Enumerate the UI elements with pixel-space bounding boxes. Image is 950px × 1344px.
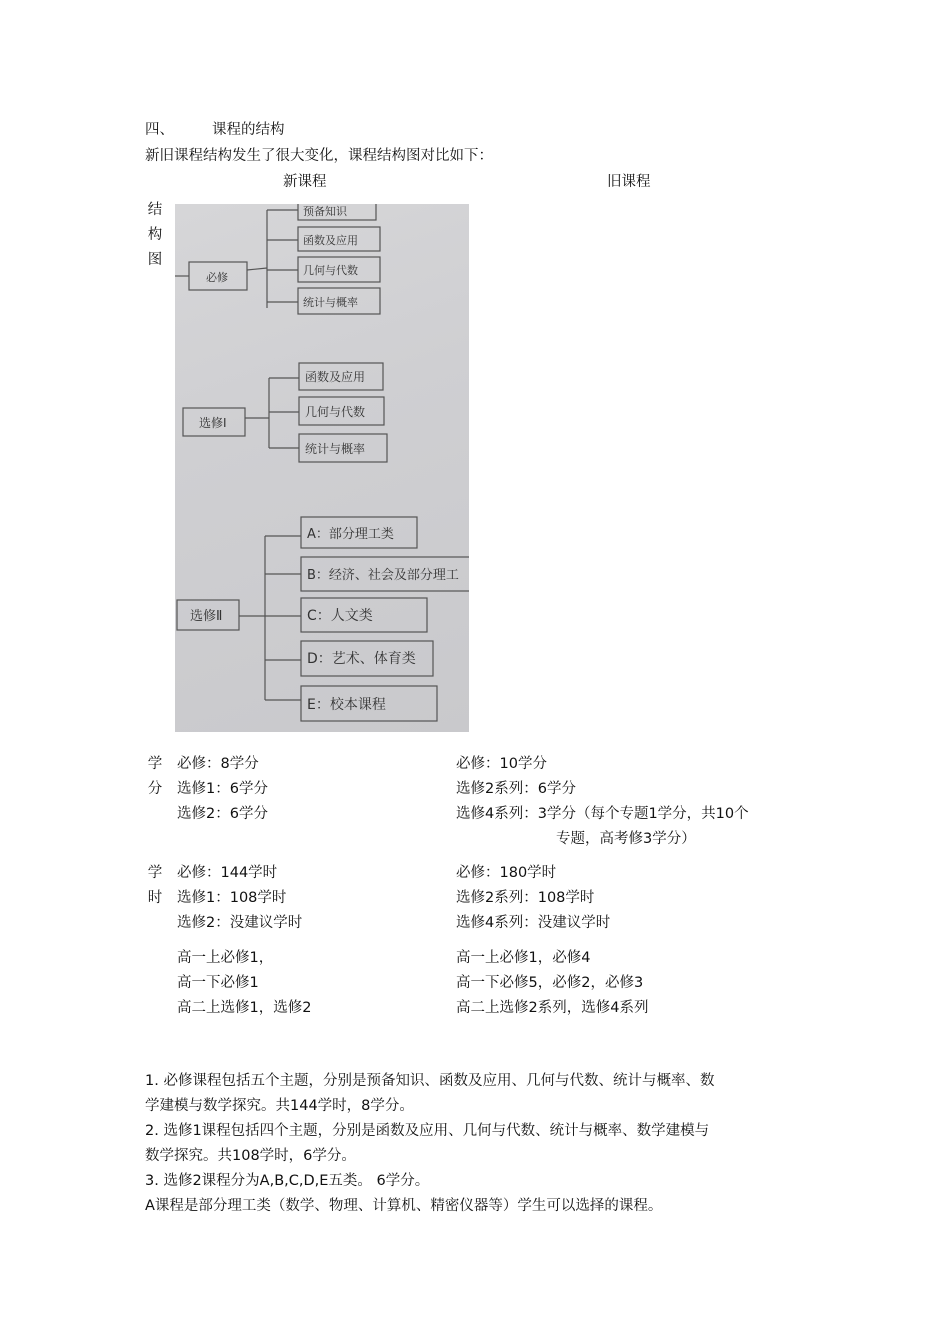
hours-old-line: 选修2系列：108学时	[456, 890, 595, 906]
node-label: C：人文类	[307, 608, 373, 624]
node-label: 函数及应用	[305, 370, 366, 384]
schedule-new-line: 高一上必修1，	[177, 950, 274, 966]
credits-label-char: 学	[147, 756, 163, 772]
schedule-old-line: 高一上必修1，必修4	[456, 950, 591, 966]
credits-new-line: 必修：8学分	[177, 756, 259, 772]
hours-old-line: 必修：180学时	[456, 865, 557, 881]
node-label: 几何与代数	[305, 405, 366, 419]
node-label: 函数及应用	[303, 234, 358, 247]
node-label: E：校本课程	[307, 697, 386, 713]
credits-old-line: 选修2系列：6学分	[456, 781, 576, 797]
schedule-old-line: 高二上选修2系列，选修4系列	[456, 1000, 649, 1016]
diagram-label-char: 构	[147, 227, 163, 243]
column-header-new: 新课程	[283, 174, 327, 190]
intro-text: 新旧课程结构发生了很大变化，课程结构图对比如下：	[145, 148, 493, 164]
section-title: 课程的结构	[212, 122, 285, 138]
group-label: 选修Ⅱ	[190, 609, 223, 624]
hours-label-char: 学	[147, 865, 163, 881]
node-label: B：经济、社会及部分理工	[307, 568, 459, 583]
structure-diagram	[175, 204, 469, 732]
diagram-label-char: 图	[147, 252, 163, 268]
credits-new-line: 选修1：6学分	[177, 781, 268, 797]
credits-old-line: 必修：10学分	[456, 756, 547, 772]
node-label: 统计与概率	[305, 442, 366, 456]
hours-old-line: 选修4系列：没建议学时	[456, 915, 611, 931]
node-label: A：部分理工类	[307, 527, 394, 542]
note-line: 学建模与数学探究。共144学时，8学分。	[145, 1098, 414, 1114]
schedule-new-line: 高一下必修1	[177, 975, 259, 991]
node-label: D：艺术、体育类	[307, 651, 416, 667]
note-line: 数学探究。共108学时，6学分。	[145, 1148, 356, 1164]
note-line: 2. 选修1课程包括四个主题，分别是函数及应用、几何与代数、统计与概率、数学建模与	[145, 1123, 710, 1139]
node-label: 几何与代数	[303, 264, 358, 277]
column-header-old: 旧课程	[607, 174, 651, 190]
hours-new-line: 选修2：没建议学时	[177, 915, 303, 931]
structure-diagram-photo	[175, 204, 469, 732]
note-line: A课程是部分理工类（数学、物理、计算机、精密仪器等）学生可以选择的课程。	[145, 1198, 663, 1214]
hours-new-line: 选修1：108学时	[177, 890, 287, 906]
credits-old-line: 专题，高考修3学分）	[556, 831, 696, 847]
note-line: 3. 选修2课程分为A,B,C,D,E五类。 6学分。	[145, 1173, 430, 1189]
note-line: 1. 必修课程包括五个主题，分别是预备知识、函数及应用、几何与代数、统计与概率、数	[145, 1073, 715, 1089]
hours-new-line: 必修：144学时	[177, 865, 278, 881]
node-label: 统计与概率	[303, 296, 358, 309]
credits-new-line: 选修2：6学分	[177, 806, 268, 822]
group-label: 必修	[206, 271, 228, 284]
node-label: 预备知识	[303, 205, 347, 218]
schedule-new-line: 高二上选修1，选修2	[177, 1000, 312, 1016]
hours-label-char: 时	[147, 890, 163, 906]
group-label: 选修Ⅰ	[199, 416, 227, 430]
section-number: 四、	[145, 122, 174, 138]
credits-old-line: 选修4系列：3学分（每个专题1学分，共10个	[456, 806, 749, 822]
credits-label-char: 分	[147, 781, 163, 797]
diagram-label-char: 结	[147, 202, 163, 218]
schedule-old-line: 高一下必修5，必修2，必修3	[456, 975, 644, 991]
